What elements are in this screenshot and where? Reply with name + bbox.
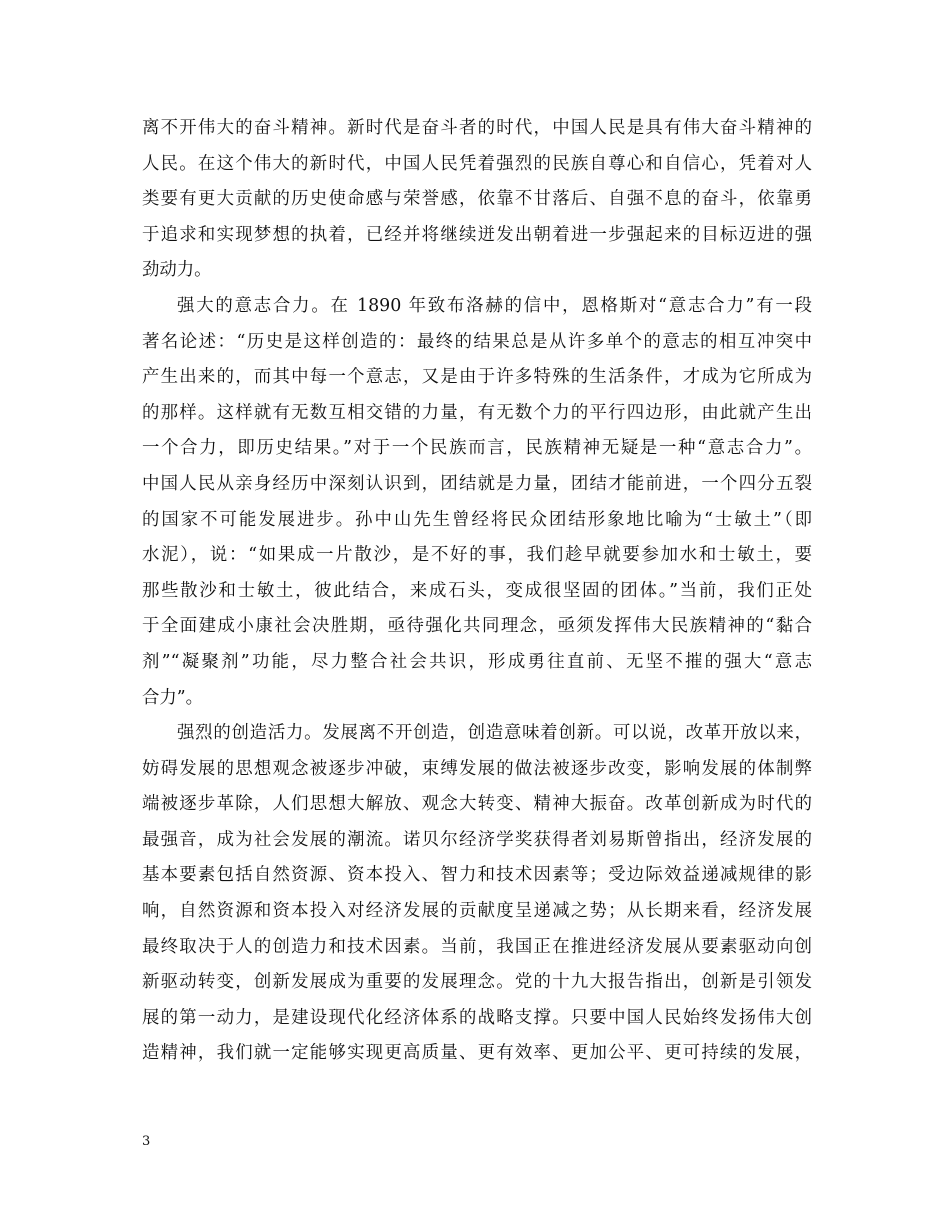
text-line-23: 响，自然资源和资本投入对经济发展的贡献度呈递减之势；从长期来看，经济发展	[142, 901, 812, 922]
text-line-14: 那些散沙和士敏土，彼此结合，来成石头，变成很坚固的团体。”当前，我们正处	[142, 580, 812, 601]
text-line-11: 中国人民从亲身经历中深刻认识到，团结就是力量，团结才能前进，一个四分五裂	[142, 473, 812, 494]
text-line-22: 基本要素包括自然资源、资本投入、智力和技术因素等；受边际效益递减规律的影	[142, 865, 812, 886]
body-text	[142, 111, 812, 1072]
page-number: 3	[142, 1134, 151, 1149]
text-line-15: 于全面建成小康社会决胜期，亟待强化共同理念，亟须发挥伟大民族精神的“黏合	[142, 616, 812, 637]
paragraph-heading-line: 强烈的创造活力。发展离不开创造，创造意味着创新。可以说，改革开放以来，	[177, 723, 812, 744]
text-line-7: 著名论述：“历史是这样创造的：最终的结果总是从许多单个的意志的相互冲突中	[142, 331, 812, 352]
text-line-13: 水泥），说：“如果成一片散沙，是不好的事，我们趁早就要参加水和士敏土，要	[142, 545, 812, 566]
text-line-24: 最终取决于人的创造力和技术因素。当前，我国正在推进经济发展从要素驱动向创	[142, 936, 812, 957]
text-line-8: 产生出来的，而其中每一个意志，又是由于许多特殊的生活条件，才成为它所成为	[142, 367, 812, 388]
text-line-12: 的国家不可能发展进步。孙中山先生曾经将民众团结形象地比喻为“士敏土”（即	[142, 509, 812, 530]
text-line-26: 展的第一动力，是建设现代化经济体系的战略支撑。只要中国人民始终发扬伟大创	[142, 1007, 812, 1028]
text-line-3: 类要有更大贡献的历史使命感与荣誉感，依靠不甘落后、自强不息的奋斗，依靠勇	[142, 189, 812, 210]
text-line-16: 剂”“凝聚剂”功能，尽力整合社会共识，形成勇往直前、无坚不摧的强大“意志	[142, 651, 812, 672]
text-line-19: 妨碍发展的思想观念被逐步冲破，束缚发展的做法被逐步改变，影响发展的体制弊	[142, 758, 812, 779]
text-line-2: 人民。在这个伟大的新时代，中国人民凭着强烈的民族自尊心和自信心，凭着对人	[142, 153, 812, 174]
text-line-25: 新驱动转变，创新发展成为重要的发展理念。党的十九大报告指出，创新是引领发	[142, 972, 812, 993]
text-line-5: 劲动力。	[142, 260, 212, 281]
text-line-10: 一个合力，即历史结果。”对于一个民族而言，民族精神无疑是一种“意志合力”。	[142, 438, 812, 459]
text-line-17: 合力”。	[142, 687, 204, 708]
text-line-1: 离不开伟大的奋斗精神。新时代是奋斗者的时代，中国人民是具有伟大奋斗精神的	[142, 118, 812, 138]
text-line-21: 最强音，成为社会发展的潮流。诺贝尔经济学奖获得者刘易斯曾指出，经济发展的	[142, 829, 812, 850]
paragraph-heading-line: 强大的意志合力。在 1890 年致布洛赫的信中，恩格斯对“意志合力”有一段	[177, 295, 812, 316]
text-line-9: 的那样。这样就有无数互相交错的力量，有无数个力的平行四边形，由此就产生出	[142, 402, 812, 423]
text-line-27: 造精神，我们就一定能够实现更高质量、更有效率、更加公平、更可持续的发展，	[142, 1043, 812, 1064]
text-line-20: 端被逐步革除，人们思想大解放、观念大转变、精神大振奋。改革创新成为时代的	[142, 794, 812, 815]
text-line-4: 于追求和实现梦想的执着，已经并将继续迸发出朝着进一步强起来的目标迈进的强	[142, 224, 812, 245]
